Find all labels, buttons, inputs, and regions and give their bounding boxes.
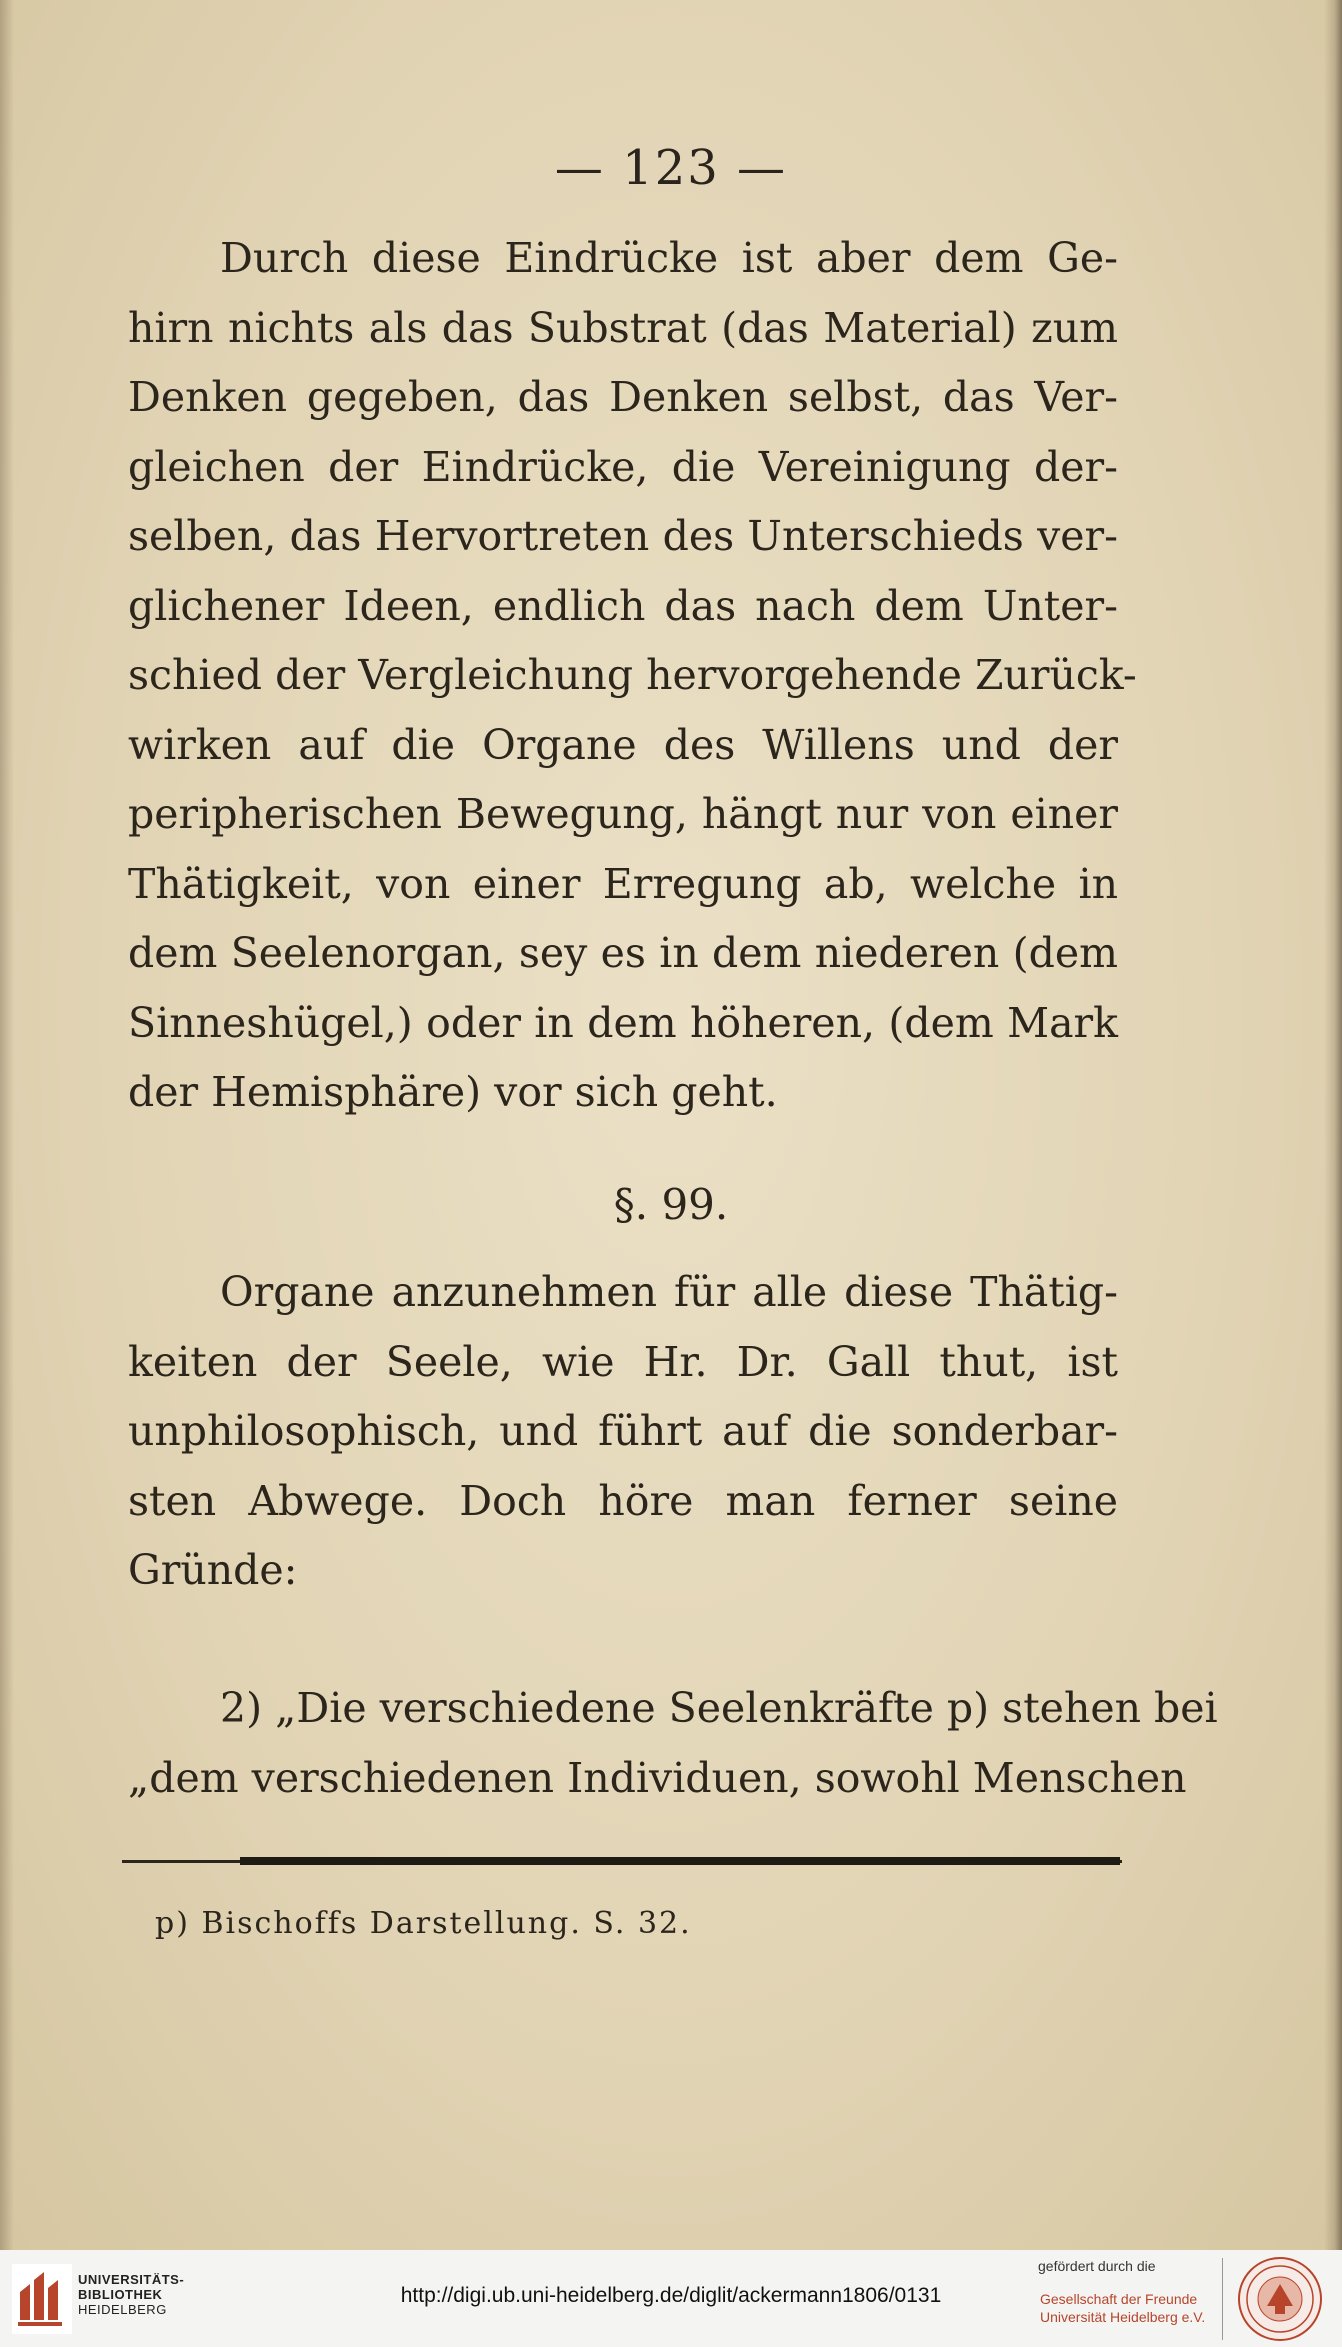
paragraph-1: [128, 224, 1137, 1128]
sponsor-name: [1040, 2290, 1205, 2326]
footnote-rule-thick: [240, 1857, 1120, 1865]
sponsor-name-line: Gesellschaft der Freunde: [1040, 2291, 1198, 2307]
text-line: keiten der Seele, wie Hr. Dr. Gall thut, ist: [128, 1337, 1118, 1386]
text-line: wirken auf die Organe des Willens und der: [128, 720, 1118, 769]
library-name-line: HEIDELBERG: [78, 2302, 167, 2317]
page-shadow-right: [1324, 0, 1342, 2250]
text-line: Organe anzunehmen für alle diese Thätig-: [220, 1268, 1118, 1316]
footnote: p) Bischoffs Darstellung. S. 32.: [155, 1906, 692, 1941]
paragraph-2: [128, 1258, 1118, 1606]
page-number: — 123 —: [554, 140, 788, 196]
text-line: Sinneshügel,) oder in dem höheren, (dem Mark: [128, 998, 1118, 1047]
text-line: glichener Ideen, endlich das nach dem Unter-: [128, 581, 1118, 630]
footer-divider: [1222, 2258, 1223, 2340]
text-line: gleichen der Eindrücke, die Vereinigung der-: [128, 442, 1118, 491]
sponsor-label: gefördert durch die: [1038, 2258, 1156, 2274]
text-line: sten Abwege. Doch höre man ferner seine: [128, 1476, 1118, 1525]
text-line: Durch diese Eindrücke ist aber dem Ge-: [220, 234, 1118, 282]
text-line: schied der Vergleichung hervorgehende Zurück-: [128, 651, 1137, 699]
text-line: „dem verschiedenen Individuen, sowohl Menschen: [128, 1753, 1187, 1802]
library-name-line: BIBLIOTHEK: [78, 2287, 163, 2302]
sponsor-name-line: Universität Heidelberg e.V.: [1040, 2309, 1206, 2325]
university-seal-icon: [1237, 2256, 1323, 2342]
library-name-line: UNIVERSITÄTS-: [78, 2272, 185, 2287]
text-line: selben, das Hervortreten des Unterschieds ver-: [128, 512, 1118, 560]
text-line: hirn nichts als das Substrat (das Material) zum: [128, 303, 1118, 352]
text-line: unphilosophisch, und führt auf die sonderbar-: [128, 1407, 1118, 1455]
footer-bar: [0, 2250, 1342, 2347]
source-url[interactable]: http://digi.ub.uni-heidelberg.de/diglit/ackermann1806/0131: [400, 2284, 942, 2307]
text-line: 2) „Die verschiedene Seelenkräfte p) stehen bei: [220, 1684, 1218, 1732]
section-heading: §. 99.: [613, 1180, 729, 1229]
text-line: Denken gegeben, das Denken selbst, das Ver-: [128, 373, 1118, 421]
paragraph-3: [128, 1674, 1218, 1813]
page-shadow-left: [0, 0, 14, 2250]
text-line: Thätigkeit, von einer Erregung ab, welche in: [128, 859, 1118, 908]
text-line: dem Seelenorgan, sey es in dem niederen (dem: [128, 929, 1118, 977]
text-line: peripherischen Bewegung, hängt nur von einer: [128, 790, 1118, 838]
text-line: der Hemisphäre) vor sich geht.: [128, 1068, 778, 1116]
text-line: Gründe:: [128, 1546, 298, 1594]
